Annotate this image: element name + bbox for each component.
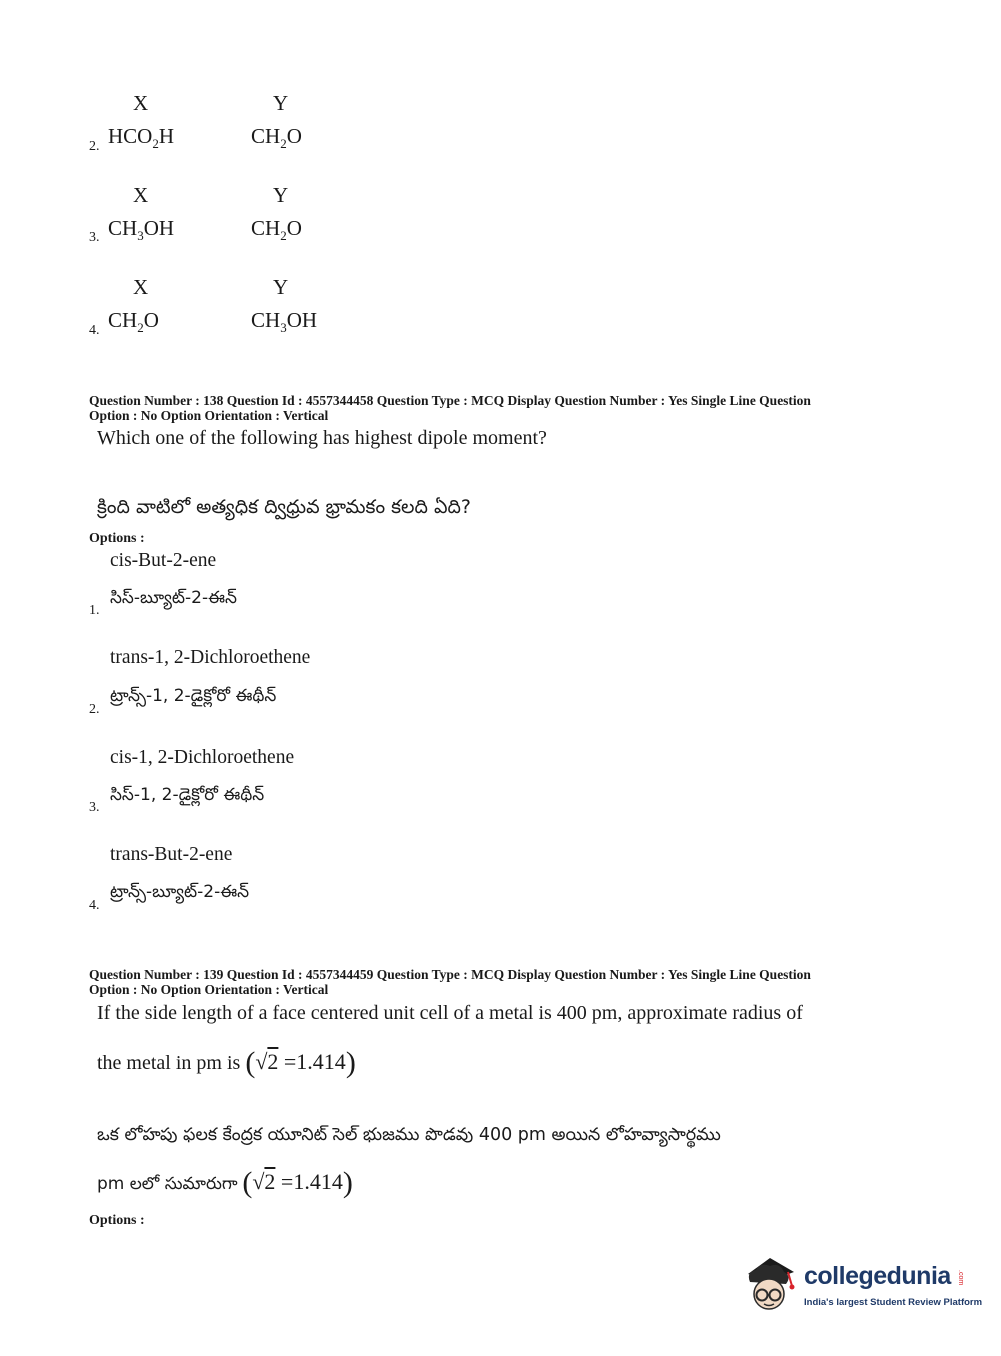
x-header: X [133,183,149,207]
sqrt-formula: (√2 =1.414) [245,1046,356,1079]
y-header: Y [273,183,289,207]
question-text-telugu: ఒక లోహపు ఫలక కేంద్రక యూనిట్ సెల్ భుజము పొడవు 400 pm అయిన లోహవ్యాసార్థము [97,1125,721,1145]
question-meta: Question Number : 138 Question Id : 4557344458 Question Type : MCQ Display Question Number : Yes Single Line Question [89,393,811,408]
options-label: Options : [89,531,145,546]
sqrt-formula: (√2 =1.414) [242,1166,353,1199]
question-text-english-line2: the metal in pm is (√2 =1.414) [97,1046,356,1079]
option-number: 2. [89,139,100,154]
option-text-telugu: సిస్-బ్యూట్-2-ఈన్ [110,588,237,608]
y-formula: $CH_2O$ [251,216,302,244]
brand-tagline: India's largest Student Review Platform [804,1297,983,1308]
y-formula: $CH_2O$ [251,124,302,152]
options-label: Options : [89,1213,145,1228]
x-header: X [133,91,149,115]
question-meta-line2: Option : No Option Orientation : Vertical [89,408,329,423]
option-text-telugu: ట్రాన్స్-బ్యూట్-2-ఈన్ [110,882,250,902]
option-text-english: cis-1, 2-Dichloroethene [110,747,295,768]
x-formula: $HCO_2H$ [108,124,175,152]
brand-suffix: .com [957,1270,964,1286]
option-text-telugu: ట్రాన్స్-1, 2-డైక్లోరో ఈథీన్ [110,686,277,706]
option-text-english: cis-But-2-ene [110,550,217,571]
x-formula: $CH_3OH$ [108,216,175,244]
option-number: 1. [89,603,100,618]
x-header: X [133,275,149,299]
collegedunia-logo [742,1250,983,1320]
option-text-english: trans-1, 2-Dichloroethene [110,647,311,668]
question-meta: Question Number : 139 Question Id : 4557344459 Question Type : MCQ Display Question Number : Yes Single Line Question [89,967,811,982]
option-number: 4. [89,898,100,913]
option-number: 2. [89,702,100,717]
question-text-english: Which one of the following has highest dipole moment? [97,427,547,449]
y-formula: $CH_3OH$ [251,308,318,336]
question-text-telugu: క్రింది వాటిలో అత్యధిక ద్విధ్రువ భ్రామకం కలది ఏది? [97,496,471,518]
option-number: 4. [89,323,100,338]
y-header: Y [273,91,289,115]
option-number: 3. [89,800,100,815]
option-text-english: trans-But-2-ene [110,844,233,865]
x-formula: $CH_2O$ [108,308,159,336]
question-meta-line2: Option : No Option Orientation : Vertical [89,982,329,997]
option-text-telugu: సిస్-1, 2-డైక్లోరో ఈథీన్ [110,785,265,805]
option-number: 3. [89,230,100,245]
mascot-icon [742,1250,802,1320]
question-text-english: If the side length of a face centered unit cell of a metal is 400 pm, approximate radius of [97,1002,803,1024]
brand-name: collegedunia [804,1262,951,1290]
y-header: Y [273,275,289,299]
question-text-telugu-line2: pm లలో సుమారుగా (√2 =1.414) [97,1166,353,1199]
